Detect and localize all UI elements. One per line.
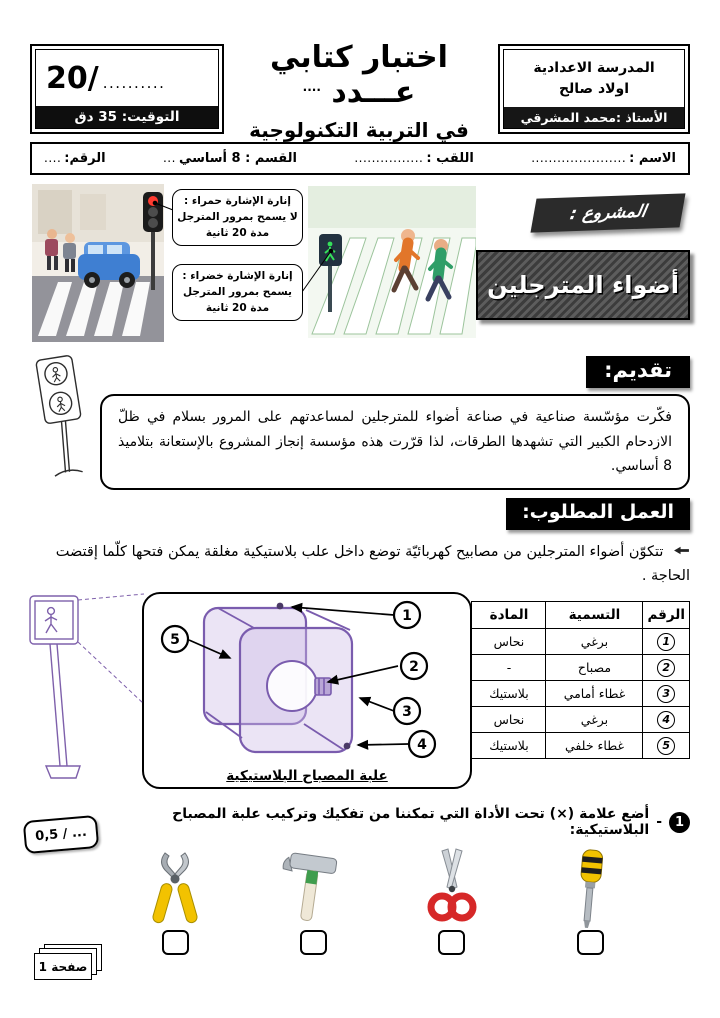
work-description <box>32 541 690 588</box>
page-number-label: صفحة 1 <box>34 953 92 980</box>
table-header-number: الرقم <box>643 602 690 629</box>
pedestrian-sign-sketch-icon <box>24 584 146 790</box>
pedestrian-crossing-image <box>308 186 476 338</box>
lamp-box-diagram <box>144 594 470 764</box>
class-fill-area[interactable]: ... <box>162 151 176 165</box>
table-header-row <box>472 602 690 629</box>
parts-table <box>471 601 690 759</box>
surname-fill-area[interactable]: ................ <box>354 151 424 165</box>
total-score-label: 20/ <box>46 60 99 96</box>
exam-title-line2: في التربية التكنولوجية <box>249 118 469 142</box>
question-text: أضع علامة (×) تحت الأداة التي تمكننا من تفكيك وتركيب علبة المصباح البلاستيكية: <box>172 806 650 838</box>
intro-paragraph: فكّرت مؤسّسة صناعية في صناعة أضواء للمترجلين لمساعدتهم على المرور بسلام في ظلّ الازدحام الكبير التي تشهدها الطرقات، لذا قرّرت هذه مؤسسة إنجاز المشروع بالإستعانة بتلاميذ 8 أساسي. <box>100 394 690 490</box>
tool-scissors <box>407 845 497 931</box>
part-name-cell: غطاء خلفي <box>546 733 643 759</box>
answer-checkbox-hammer[interactable] <box>300 930 327 955</box>
teacher-name: الأستاذ :محمد المشرقي <box>504 107 684 128</box>
score-fill-dots: .......... <box>102 74 166 92</box>
green-note-duration: مدة 20 ثانية <box>205 301 270 314</box>
answer-checkbox-scissors[interactable] <box>438 930 465 955</box>
project-ribbon: المشروع : <box>530 193 685 232</box>
table-row <box>472 733 690 759</box>
green-note-body: يسمح بمرور المترجل <box>183 285 292 298</box>
part-material-cell: نحاس <box>472 707 546 733</box>
top-screw <box>277 603 284 610</box>
exam-title-line1: اختبار كتابي عـــدد <box>270 40 448 110</box>
lamp-box-diagram-frame <box>142 592 472 789</box>
street-scene-image <box>32 184 164 342</box>
table-row <box>472 629 690 655</box>
name-fill-area[interactable]: ...................... <box>531 151 627 165</box>
exam-title <box>230 40 488 142</box>
part-name-cell: برغي <box>546 629 643 655</box>
question-1 <box>104 806 690 838</box>
part-number-cell: 2 <box>643 655 690 681</box>
work-heading: العمل المطلوب: <box>506 498 690 530</box>
school-info-box <box>498 44 690 134</box>
number-field <box>44 151 106 166</box>
school-name-line2: اولاد صالح <box>558 80 630 97</box>
score-header-box <box>30 44 224 134</box>
tool-hammer <box>268 845 358 931</box>
student-identity-bar <box>30 142 690 175</box>
green-light-note <box>172 264 303 321</box>
answer-checkbox-screwdriver[interactable] <box>577 930 604 955</box>
table-row <box>472 707 690 733</box>
table-row <box>472 655 690 681</box>
class-label: القسم : 8 أساسي <box>178 151 297 166</box>
part-number-cell: 3 <box>643 681 690 707</box>
bulb-socket <box>315 678 331 695</box>
part-number-cell: 1 <box>643 629 690 655</box>
part-material-cell: بلاستيك <box>472 681 546 707</box>
diagram-caption: علبة المصباح البلاستيكية <box>226 768 388 784</box>
surname-label: اللقب : <box>426 151 474 166</box>
tool-pliers <box>130 845 220 931</box>
question-number-badge: 1 <box>669 812 690 833</box>
hammer-icon <box>273 847 353 931</box>
screwdriver-icon <box>550 847 630 931</box>
number-fill-area[interactable]: .... <box>44 151 62 165</box>
answer-checkbox-pliers[interactable] <box>162 930 189 955</box>
intro-heading: تقديم: <box>586 356 690 388</box>
exam-duration: التوقيت: 35 دق <box>36 106 218 128</box>
part-number-cell: 4 <box>643 707 690 733</box>
tools-row <box>130 845 635 931</box>
green-note-title: إنارة الإشارة خضراء : <box>182 270 293 282</box>
work-description-text: تتكوّن أضواء المترجلين من مصابيح كهربائيّة توضع داخل علب بلاستيكية مغلقة يمكن فتحها كلّما إقتضت الحاجة . <box>55 544 690 585</box>
svg-text:1: 1 <box>402 608 412 624</box>
red-note-title: إنارة الإشارة حمراء : <box>184 195 291 207</box>
page-number-badge <box>34 944 104 984</box>
pliers-icon <box>135 847 215 931</box>
bottom-screw <box>344 743 351 750</box>
school-name-line1: المدرسة الاعدادية <box>533 59 655 76</box>
red-light-note <box>172 189 303 246</box>
svg-text:5: 5 <box>170 632 180 648</box>
answer-checkboxes-row <box>130 930 635 955</box>
pointer-hand-icon <box>673 542 690 565</box>
scissors-icon <box>412 847 492 931</box>
red-note-duration: مدة 20 ثانية <box>205 226 270 239</box>
question-dash: - <box>656 814 662 830</box>
name-label: الاسم : <box>629 151 676 166</box>
tool-screwdriver <box>545 845 635 931</box>
svg-text:3: 3 <box>402 704 412 720</box>
part-name-cell: مصباح <box>546 655 643 681</box>
table-header-name: التسمية <box>546 602 643 629</box>
svg-text:2: 2 <box>409 659 419 675</box>
part-number-cell: 5 <box>643 733 690 759</box>
name-field <box>531 151 676 166</box>
part-material-cell: بلاستيك <box>472 733 546 759</box>
table-row <box>472 681 690 707</box>
svg-text:4: 4 <box>417 737 427 753</box>
class-field <box>163 151 297 166</box>
number-label: الرقم: <box>64 151 106 166</box>
part-name-cell: غطاء أمامي <box>546 681 643 707</box>
part-material-cell: - <box>472 655 546 681</box>
question-score-box: 0,5 / ... <box>23 815 100 854</box>
part-material-cell: نحاس <box>472 629 546 655</box>
table-header-material: المادة <box>472 602 546 629</box>
surname-field <box>354 151 474 166</box>
project-title: أضواء المترجلين <box>476 250 690 320</box>
red-note-body: لا يسمح بمرور المترجل <box>177 210 298 223</box>
part-name-cell: برغي <box>546 707 643 733</box>
bulb-shape <box>267 661 317 711</box>
exam-number-dots: .... <box>302 80 321 94</box>
traffic-light-sketch-icon <box>28 352 100 484</box>
